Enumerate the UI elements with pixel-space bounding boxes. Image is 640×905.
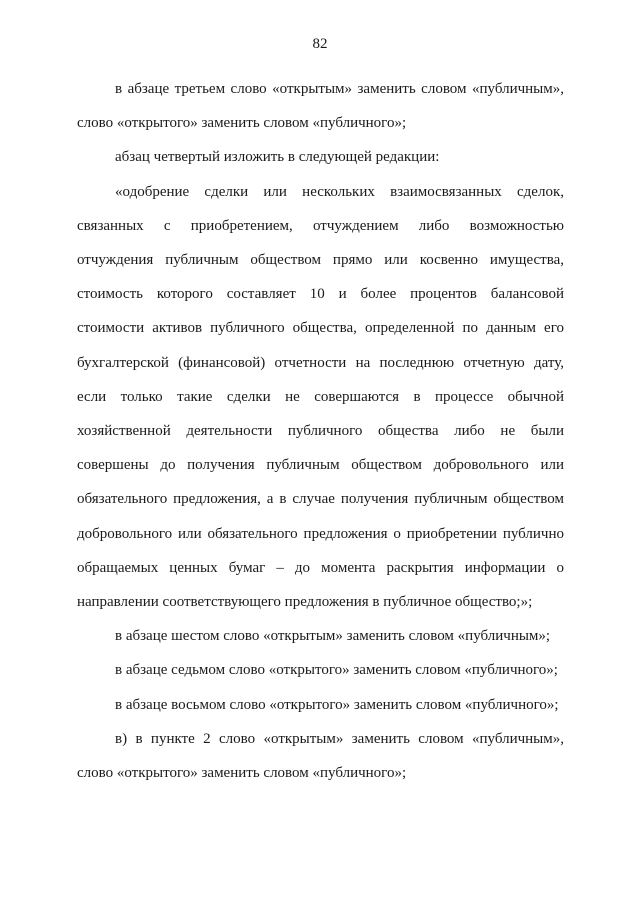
paragraph-2 <box>77 140 564 174</box>
text-line: в абзаце восьмом слово «открытого» заменить словом «публичного»; <box>115 696 559 713</box>
text-line: связанных с приобретением, отчуждением либо возможностью <box>77 217 564 234</box>
text-line: обязательного предложения, а в случае получения публичным обществом <box>77 491 564 508</box>
paragraph-7 <box>77 722 564 790</box>
text-line: стоимости активов публичного общества, определенной по данным его <box>77 320 564 337</box>
text-line: слово «открытого» заменить словом «публичного»; <box>77 765 407 782</box>
paragraph-5 <box>77 653 564 687</box>
text-line: абзац четвертый изложить в следующей редакции: <box>115 149 440 166</box>
document-body <box>77 72 564 790</box>
paragraph-4 <box>77 619 564 653</box>
page-number: 82 <box>312 36 328 52</box>
text-line: в абзаце седьмом слово «открытого» заменить словом «публичного»; <box>115 662 558 679</box>
text-line: бухгалтерской (финансовой) отчетности на последнюю отчетную дату, <box>77 354 564 371</box>
text-line: отчуждения публичным обществом прямо или косвенно имущества, <box>77 252 564 269</box>
paragraph-3 <box>77 175 564 620</box>
text-line: слово «открытого» заменить словом «публичного»; <box>77 115 407 132</box>
text-line: в) в пункте 2 слово «открытым» заменить словом «публичным», <box>115 730 564 747</box>
text-line: стоимость которого составляет 10 и более процентов балансовой <box>77 286 564 303</box>
text-line: совершены до получения публичным обществом добровольного или <box>77 457 564 474</box>
text-line: если только такие сделки не совершаются в процессе обычной <box>77 388 564 405</box>
text-line: в абзаце шестом слово «открытым» заменить словом «публичным»; <box>115 628 551 645</box>
text-line: обращаемых ценных бумаг – до момента раскрытия информации о <box>77 559 564 576</box>
paragraph-6 <box>77 688 564 722</box>
paragraph-1 <box>77 72 564 140</box>
text-line: «одобрение сделки или нескольких взаимосвязанных сделок, <box>115 183 564 200</box>
text-line: направлении соответствующего предложения в публичное общество;»; <box>77 594 533 611</box>
text-line: добровольного или обязательного предложения о приобретении публично <box>77 525 564 542</box>
text-line: хозяйственной деятельности публичного общества либо не были <box>77 423 564 440</box>
text-line: в абзаце третьем слово «открытым» заменить словом «публичным», <box>115 81 564 97</box>
